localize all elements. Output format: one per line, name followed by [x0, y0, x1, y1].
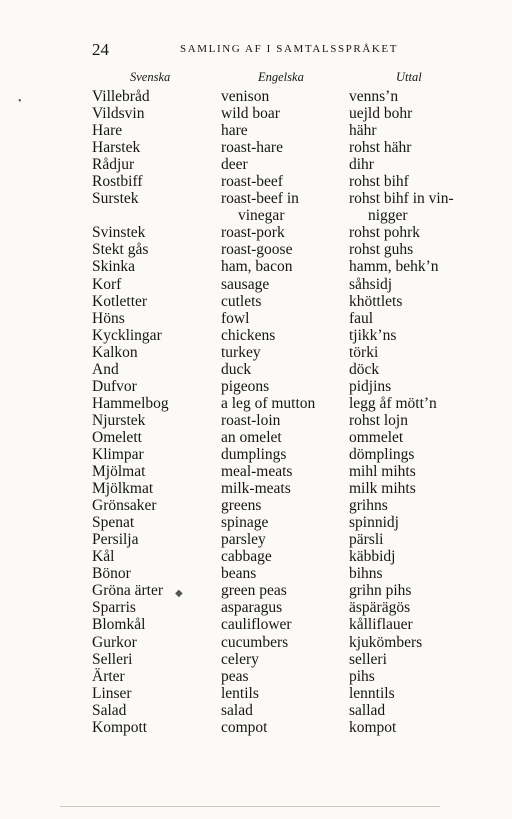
column-headers — [0, 70, 512, 86]
english-word: a leg of mutton — [221, 394, 316, 412]
pronunciation: döck — [349, 360, 380, 378]
swedish-word: Persilja — [92, 531, 139, 549]
english-word: asparagus — [221, 599, 283, 617]
swedish-word: Dufvor — [92, 377, 137, 395]
english-word: cutlets — [221, 292, 262, 310]
english-word: sausage — [221, 275, 270, 293]
english-word: roast-goose — [221, 241, 293, 259]
table-row — [0, 582, 512, 599]
table-row — [0, 190, 512, 207]
english-word: lentils — [221, 684, 259, 702]
english-word: pigeons — [221, 377, 270, 395]
pronunciation: mihl mihts — [349, 463, 416, 481]
swedish-word: Mjölmat — [92, 463, 146, 481]
table-row — [0, 599, 512, 616]
english-word: beans — [221, 565, 257, 583]
table-row — [0, 429, 512, 446]
table-row — [0, 668, 512, 685]
table-row — [0, 88, 512, 105]
table-row — [0, 634, 512, 651]
swedish-word: Kotletter — [92, 292, 148, 310]
pronunciation: rohst guhs — [349, 241, 414, 259]
pronunciation: kålliflauer — [349, 616, 413, 634]
swedish-word: Rostbiff — [92, 173, 143, 191]
pronunciation: äspärägös — [349, 599, 411, 617]
pronunciation: pärsli — [349, 531, 384, 549]
table-row — [0, 719, 512, 736]
pronunciation: lenntils — [349, 684, 395, 702]
swedish-word: Rådjur — [92, 156, 135, 174]
table-row — [0, 293, 512, 310]
english-word: roast-beef in — [221, 190, 299, 208]
pronunciation: rohst pohrk — [349, 224, 421, 242]
english-word: vinegar — [238, 207, 285, 225]
pronunciation: faul — [349, 309, 374, 327]
running-title: SAMLING AF I SAMTALSSPRÅKET — [180, 43, 399, 55]
table-row — [0, 548, 512, 565]
table-row — [0, 241, 512, 258]
swedish-word: Grönsaker — [92, 497, 157, 515]
table-row — [0, 310, 512, 327]
swedish-word: Spenat — [92, 514, 135, 532]
pronunciation: käbbidj — [349, 548, 396, 566]
english-word: venison — [221, 88, 270, 105]
pronunciation: tjikk’ns — [349, 326, 397, 344]
table-row — [0, 565, 512, 582]
english-word: green peas — [221, 582, 287, 600]
english-word: peas — [221, 667, 249, 685]
swedish-word: Hammelbog — [92, 394, 169, 412]
swedish-word: Njurstek — [92, 411, 146, 429]
table-row — [0, 446, 512, 463]
pronunciation: rohst bihf in vin- — [349, 190, 454, 208]
swedish-word: Sparris — [92, 599, 136, 617]
english-word: fowl — [221, 309, 250, 327]
swedish-word: Stekt gås — [92, 241, 149, 259]
english-word: wild boar — [221, 105, 280, 123]
swedish-word: Kycklingar — [92, 326, 162, 344]
swedish-word: Skinka — [92, 258, 136, 276]
swedish-word: Blomkål — [92, 616, 146, 634]
swedish-word: Salad — [92, 701, 127, 719]
english-word: spinage — [221, 514, 269, 532]
swedish-word: Klimpar — [92, 445, 144, 463]
english-word: duck — [221, 360, 252, 378]
table-row — [0, 344, 512, 361]
english-word: roast-hare — [221, 139, 283, 157]
speck-mark: • — [18, 96, 22, 107]
english-word: hare — [221, 122, 248, 140]
table-row — [0, 514, 512, 531]
english-word: greens — [221, 497, 262, 515]
swedish-word: Vildsvin — [92, 105, 145, 123]
table-row — [0, 685, 512, 702]
page-number: 24 — [92, 40, 109, 59]
pronunciation: grihns — [349, 497, 388, 515]
vocabulary-table — [0, 88, 512, 736]
pronunciation: uejld bohr — [349, 105, 413, 123]
pronunciation: selleri — [349, 650, 387, 668]
english-word: meal-meats — [221, 463, 293, 481]
english-word: celery — [221, 650, 259, 668]
table-row — [0, 412, 512, 429]
pronunciation: kjukömbers — [349, 633, 423, 651]
column-header-english: Engelska — [258, 70, 304, 84]
pronunciation: hamm, behk’n — [349, 258, 439, 276]
english-word: chickens — [221, 326, 276, 344]
english-word: salad — [221, 701, 253, 719]
english-word: ham, bacon — [221, 258, 293, 276]
table-row — [0, 651, 512, 668]
swedish-word: And — [92, 360, 119, 378]
swedish-word: Ärter — [92, 667, 125, 685]
swedish-word: Höns — [92, 309, 125, 327]
english-word: cucumbers — [221, 633, 289, 651]
table-row — [0, 276, 512, 293]
pronunciation: rohst bihf — [349, 173, 409, 191]
pronunciation: såhsidj — [349, 275, 393, 293]
page-header — [92, 40, 472, 60]
english-word: dumplings — [221, 445, 287, 463]
english-word: roast-pork — [221, 224, 285, 242]
swedish-word: Mjölkmat — [92, 480, 154, 498]
ink-mark: ◆ — [175, 588, 183, 599]
swedish-word: Selleri — [92, 650, 133, 668]
english-word: roast-loin — [221, 411, 281, 429]
table-row — [0, 327, 512, 344]
table-row — [0, 497, 512, 514]
swedish-word: Surstek — [92, 190, 139, 208]
pronunciation: dihr — [349, 156, 374, 174]
table-row — [0, 361, 512, 378]
pronunciation: grihn pihs — [349, 582, 412, 600]
swedish-word: Kompott — [92, 718, 148, 736]
table-row — [0, 258, 512, 275]
table-row — [0, 105, 512, 122]
table-row-continuation — [0, 207, 512, 224]
pronunciation: kompot — [349, 718, 397, 736]
pronunciation: nigger — [368, 207, 408, 225]
pronunciation: pidjins — [349, 377, 392, 395]
pronunciation: hähr — [349, 122, 377, 140]
pronunciation: rohst lojn — [349, 411, 408, 429]
swedish-word: Linser — [92, 684, 132, 702]
swedish-word: Bönor — [92, 565, 131, 583]
table-row — [0, 531, 512, 548]
pronunciation: venns’n — [349, 88, 399, 105]
pronunciation: spinnidj — [349, 514, 399, 532]
table-row — [0, 122, 512, 139]
pronunciation: rohst hähr — [349, 139, 412, 157]
swedish-word: Harstek — [92, 139, 141, 157]
table-row — [0, 702, 512, 719]
table-row — [0, 139, 512, 156]
pronunciation: legg åf mött’n — [349, 394, 437, 412]
english-word: turkey — [221, 343, 261, 361]
english-word: milk-meats — [221, 480, 291, 498]
english-word: cabbage — [221, 548, 272, 566]
swedish-word: Kål — [92, 548, 115, 566]
swedish-word: Kalkon — [92, 343, 138, 361]
pronunciation: bihns — [349, 565, 383, 583]
table-row — [0, 378, 512, 395]
table-row — [0, 616, 512, 633]
table-row — [0, 224, 512, 241]
table-row — [0, 395, 512, 412]
pronunciation: khöttlets — [349, 292, 403, 310]
swedish-word: Svinstek — [92, 224, 146, 242]
swedish-word: Villebråd — [92, 88, 150, 105]
pronunciation: sallad — [349, 701, 386, 719]
swedish-word: Omelett — [92, 428, 142, 446]
english-word: an omelet — [221, 428, 282, 446]
column-header-pronunciation: Uttal — [396, 70, 422, 84]
english-word: deer — [221, 156, 248, 174]
pronunciation: ommelet — [349, 428, 404, 446]
table-row — [0, 156, 512, 173]
pronunciation: dömplings — [349, 445, 415, 463]
pronunciation: milk mihts — [349, 480, 416, 498]
swedish-word: Hare — [92, 122, 123, 140]
swedish-word: Korf — [92, 275, 122, 293]
english-word: roast-beef — [221, 173, 283, 191]
column-header-swedish: Svenska — [130, 70, 171, 84]
english-word: cauliflower — [221, 616, 292, 634]
page-bottom-edge — [60, 806, 440, 807]
english-word: compot — [221, 718, 268, 736]
table-row — [0, 173, 512, 190]
swedish-word: Gurkor — [92, 633, 137, 651]
pronunciation: pihs — [349, 667, 375, 685]
table-row — [0, 480, 512, 497]
english-word: parsley — [221, 531, 266, 549]
pronunciation: törki — [349, 343, 379, 361]
swedish-word: Gröna ärter — [92, 582, 163, 600]
table-row — [0, 463, 512, 480]
